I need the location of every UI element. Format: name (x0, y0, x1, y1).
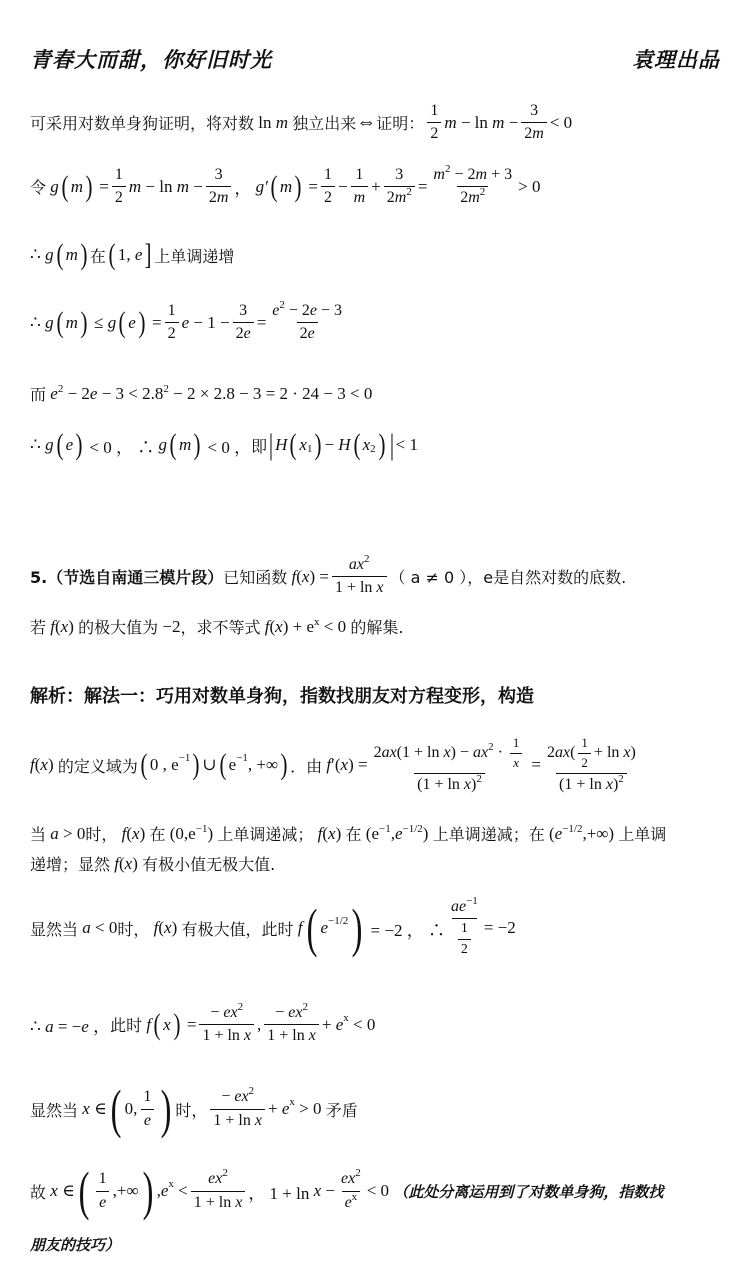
text: 时， (85, 825, 118, 844)
text: 证明： (376, 114, 425, 134)
solution-line-5: 显然当 x ∈ ( 0, $\frac{1}{e}$ ) 时， $\frac{- ex^2}{\text{1 + ln x}}$ + e x > 0 矛盾 (30, 1079, 358, 1139)
text: ，求不等式 (180, 618, 261, 637)
note-continuation: 朋友的技巧） (30, 1236, 121, 1254)
text: 时， (117, 919, 150, 939)
solution-line-2b: 递增；显然 f(x) 有极小值无极大值. (30, 853, 276, 874)
equivalence-icon: ⇔ (356, 111, 377, 134)
therefore-icon: ∴ (30, 245, 41, 264)
text: 有极小值无极大值. (142, 855, 276, 874)
text: 有极大值，此时 (181, 919, 294, 939)
line-5: 而 $e^2 - 2e - 3 < 2.8^2 - 2 \times 2.8 - 3 = 2 \cdot 24 - 3 < 0$ (30, 382, 373, 404)
text: 上单调递减； (217, 825, 314, 844)
solution-line-2: 当 a > 0 时， f(x) 在 $(0,e^{-1})$ 上单调递减； f(x) 在 $(e^{-1},e^{-1/2})$ 上单调递减；在 $(e^{-1/2},+\infty)$ 上单调 (30, 822, 667, 844)
header-title-right: 袁理出品 (632, 47, 720, 72)
note: （此处分离运用到了对数单身狗，指数找 (393, 1182, 664, 1201)
solution-heading: 解析：解法一：巧用对数单身狗，指数找朋友对方程变形，构造 (30, 686, 534, 707)
text: 的极大值为 (78, 618, 159, 637)
text: ．由 (290, 756, 323, 776)
line-3: ∴ g ( m ) 在 ( 1, e ] 上单调递增 (30, 238, 235, 271)
text: 上单调 (618, 825, 667, 844)
line-2: 令 g ( m ) = $\frac{1}{2}$ m − ln m − $\frac{3}{2m}$ ， g′ ( m ) = $\frac{1}{2}$ − $\frac{1}{m}$ + $\frac{3}{2m^2}$ = $\frac{m^2 - 2m + 3}{2m^2}$ > 0 (30, 163, 541, 207)
text: 在 (345, 825, 362, 844)
text: 即 (251, 436, 268, 456)
text: （ a ≠ 0 ）， (389, 568, 484, 588)
solution-line-6: 故 x ∈ ( $\frac{1}{e}$ ,+∞ ) , e x < $\frac{ex^2}{\text{1 + ln x}}$ ， 1 + ln x − $\frac{ex^2}{e^x}$ < 0 （此处分离运用到了对数单身狗，指数找 (30, 1161, 664, 1221)
text: 已知函数 (223, 568, 288, 588)
problem-title: 5.（节选自南通三模片段） (30, 568, 224, 588)
text: 故 (30, 1182, 47, 1202)
text: 若 (30, 618, 47, 637)
text: 的定义域为 (57, 756, 138, 776)
line-1: 可采用对数单身狗证明，将对数 ln m 独立出来 ⇔ 证明： $\frac{1}{2}$ m − ln m − $\frac{3}{2m}$ < 0 (30, 102, 573, 143)
text: e是自然对数的底数. (483, 568, 627, 588)
text: 独立出来 (292, 114, 357, 134)
solution-line-1: f(x) 的定义域为 ( 0 , e −1 ) ∪ ( e −1 , +∞ ) ．由 f′(x) = $2ax(1 + \ln x) - ax^2$ · $\frac{1}{x}$ $(1 + \ln x)^2$ = 2ax( $\frac{1}{2}$ + ln x) $(1 + \ln x)^2$ (30, 735, 636, 793)
solution-line-3: 显然当 a < 0 时， f(x) 有极大值，此时 f ( e −1/2 ) = −2 ， ∴ $\frac{ae^{-1}}{\frac{1}{2}}$ = −2 (30, 895, 516, 959)
text: 令 (30, 178, 47, 198)
text: 显然当 (30, 919, 79, 939)
text: 时， (175, 1100, 208, 1120)
text: 递增；显然 (30, 855, 111, 874)
solution-line-4: ∴ a = −e ， 此时 f ( x ) = $\frac{- ex^2}{\text{1 + ln x}}$ , $\frac{- ex^2}{\text{1 + ln x}}$ + e x < 0 (30, 1001, 376, 1045)
line-6: ∴ g ( e ) < 0 ， ∴ g ( m ) < 0 ， 即 | H ( x 1 ) − H ( x 2 ) | < 1 (30, 428, 418, 461)
text: 此时 (110, 1016, 143, 1036)
problem-5-line-2: 若 f(x) 的极大值为 −2 ，求不等式 $f(x) + e^x < 0$ 的解集. (30, 615, 404, 637)
header-title-left: 青春大而甜，你好旧时光 (30, 47, 272, 72)
text: 而 (30, 385, 47, 404)
text: 在 (149, 825, 166, 844)
text: 可采用对数单身狗证明，将对数 (30, 114, 255, 134)
problem-5-line-1: 5.（节选自南通三模片段） 已知函数 f(x) = $\frac{ax^2}{\text{1 + ln x}}$ （ a ≠ 0 ）， e是自然对数的底数. (30, 553, 627, 597)
text: 上单调递增 (154, 246, 235, 266)
text: 在 (89, 246, 106, 266)
text: 上单调递减；在 (432, 825, 545, 844)
text: 矛盾 (325, 1100, 358, 1120)
text: 当 (30, 825, 47, 844)
text: 显然当 (30, 1100, 79, 1120)
line-4: ∴ g ( m ) ≤ g ( e ) = $\frac{1}{2}$ e − 1 − $\frac{3}{2e}$ = $\frac{e^2 - 2e - 3}{2e}$ (30, 299, 343, 343)
text: 的解集. (350, 618, 404, 637)
